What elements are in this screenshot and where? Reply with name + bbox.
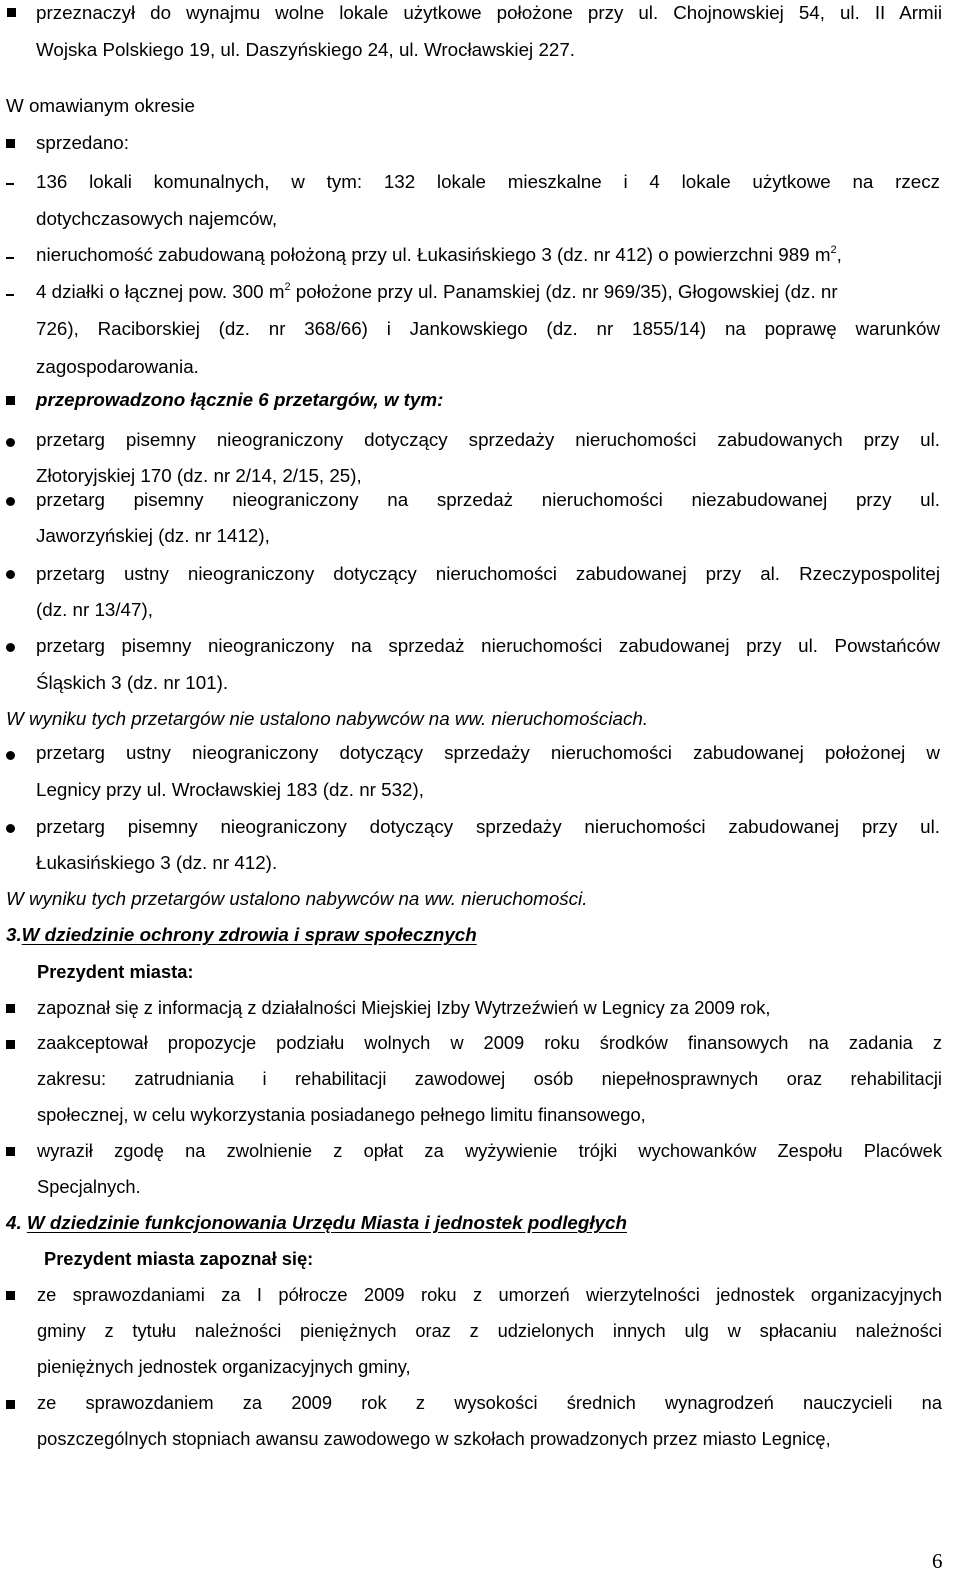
list-item-line: przetarg pisemny nieograniczony na sprzedaż nieruchomości niezabudowanej przy ul.: [36, 489, 940, 510]
round-bullet-icon: [6, 751, 15, 760]
list-item-line: przetarg pisemny nieograniczony na sprzedaż nieruchomości zabudowanej przy ul. Powstańców: [36, 635, 940, 656]
square-bullet-icon: [6, 1004, 15, 1013]
round-bullet-icon: [6, 570, 15, 579]
list-item-line: ze sprawozdaniem za 2009 rok z wysokości średnich wynagrodzeń nauczycieli na: [37, 1392, 942, 1413]
square-bullet-icon: [6, 1400, 15, 1409]
list-item-text: ,: [836, 244, 842, 265]
list-item-line: Łukasińskiego 3 (dz. nr 412).: [36, 852, 278, 873]
list-item-line: gminy z tytułu należności pieniężnych oraz z udzielonych innych ulg w spłacaniu należności: [37, 1320, 942, 1341]
list-item-line: (dz. nr 13/47),: [36, 599, 153, 620]
list-item-line: 136 lokali komunalnych, w tym: 132 lokale mieszkalne i 4 lokale użytkowe na rzecz: [36, 171, 940, 192]
list-item-text: nieruchomość zabudowaną położoną przy ul. Łukasińskiego 3 (dz. nr 412) o powierzchni 989 m: [36, 244, 831, 265]
list-item-line: zakresu: zatrudniania i rehabilitacji zawodowej osób niepełnosprawnych oraz rehabilitacji: [37, 1068, 942, 1089]
square-bullet-icon: [6, 1147, 15, 1156]
list-item-line: Specjalnych.: [37, 1176, 141, 1197]
section-title: W dziedzinie ochrony zdrowia i spraw społecznych: [21, 924, 477, 945]
paragraph-intro: W omawianym okresie: [6, 95, 195, 116]
list-heading: sprzedano:: [36, 132, 129, 153]
list-item-line: Złotoryjskiej 170 (dz. nr 2/14, 2/15, 25),: [36, 465, 362, 486]
section-number: 3.: [6, 924, 22, 945]
round-bullet-icon: [6, 824, 15, 833]
list-item-line: społecznej, w celu wykorzystania posiadanego pełnego limitu finansowego,: [37, 1104, 646, 1125]
square-bullet-icon: [6, 396, 15, 405]
list-item-line: dotychczasowych najemców,: [36, 208, 278, 229]
section-subheading: Prezydent miasta zapoznał się:: [44, 1248, 314, 1269]
result-note: W wyniku tych przetargów nie ustalono nabywców na ww. nieruchomościach.: [6, 708, 648, 729]
superscript: 2: [830, 244, 837, 256]
list-item-line: przetarg ustny nieograniczony dotyczący sprzedaży nieruchomości zabudowanej położonej w: [36, 742, 940, 763]
list-heading: przeprowadzono łącznie 6 przetargów, w tym:: [36, 389, 444, 410]
dash-bullet-icon: [6, 294, 14, 296]
round-bullet-icon: [6, 497, 15, 506]
dash-bullet-icon: [6, 183, 14, 185]
list-item-line: zagospodarowania.: [36, 356, 199, 377]
list-item-line: pieniężnych jednostek organizacyjnych gminy,: [37, 1356, 411, 1377]
list-item-line: wyraził zgodę na zwolnienie z opłat za wyżywienie trójki wychowanków Zespołu Placówek: [37, 1140, 942, 1161]
round-bullet-icon: [6, 438, 15, 447]
list-item-line: 726), Raciborskiej (dz. nr 368/66) i Jankowskiego (dz. nr 1855/14) na poprawę warunków: [36, 318, 940, 339]
list-item-line: Śląskich 3 (dz. nr 101).: [36, 672, 229, 693]
list-item-text: 4 działki o łącznej pow. 300 m: [36, 281, 285, 302]
result-note: W wyniku tych przetargów ustalono nabywców na ww. nieruchomości.: [6, 888, 588, 909]
square-bullet-icon: [7, 8, 16, 17]
list-item-line: [36, 283, 838, 302]
list-item-line: [36, 246, 842, 265]
list-item-line: Legnicy przy ul. Wrocławskiej 183 (dz. nr 532),: [36, 779, 424, 800]
list-item-text: położone przy ul. Panamskiej (dz. nr 969/35), Głogowskiej (dz. nr: [290, 281, 838, 302]
list-item-line: przetarg ustny nieograniczony dotyczący nieruchomości zabudowanej przy al. Rzeczypospolitej: [36, 563, 940, 584]
paragraph-line: Wojska Polskiego 19, ul. Daszyńskiego 24, ul. Wrocławskiej 227.: [36, 39, 575, 60]
square-bullet-icon: [6, 139, 15, 148]
square-bullet-icon: [6, 1291, 15, 1300]
round-bullet-icon: [6, 643, 15, 652]
list-item-line: ze sprawozdaniami za I półrocze 2009 roku z umorzeń wierzytelności jednostek organizacyjnych: [37, 1284, 942, 1305]
list-item-line: Jaworzyńskiej (dz. nr 1412),: [36, 525, 270, 546]
square-bullet-icon: [6, 1040, 15, 1049]
list-item-line: przetarg pisemny nieograniczony dotyczący sprzedaży nieruchomości zabudowanych przy ul.: [36, 429, 940, 450]
section-title: W dziedzinie funkcjonowania Urzędu Miasta i jednostek podległych: [26, 1212, 627, 1233]
paragraph-line: przeznaczył do wynajmu wolne lokale użytkowe położone przy ul. Chojnowskiej 54, ul. II Armii: [36, 2, 942, 23]
section-number: 4.: [6, 1212, 22, 1233]
section-heading: [6, 1214, 627, 1233]
dash-bullet-icon: [6, 257, 14, 259]
list-item-line: przetarg pisemny nieograniczony dotyczący sprzedaży nieruchomości zabudowanej przy ul.: [36, 816, 940, 837]
section-heading: [6, 926, 477, 945]
list-item-line: poszczególnych stopniach awansu zawodowego w szkołach prowadzonych przez miasto Legnicę,: [37, 1428, 831, 1449]
list-item-line: zaakceptował propozycje podziału wolnych w 2009 roku środków finansowych na zadania z: [37, 1032, 942, 1053]
superscript: 2: [284, 281, 291, 293]
page-number: 6: [932, 1549, 943, 1573]
list-item-line: zapoznał się z informacją z działalności Miejskiej Izby Wytrzeźwień w Legnicy za 2009 rok,: [37, 997, 771, 1018]
section-subheading: Prezydent miasta:: [37, 961, 194, 982]
